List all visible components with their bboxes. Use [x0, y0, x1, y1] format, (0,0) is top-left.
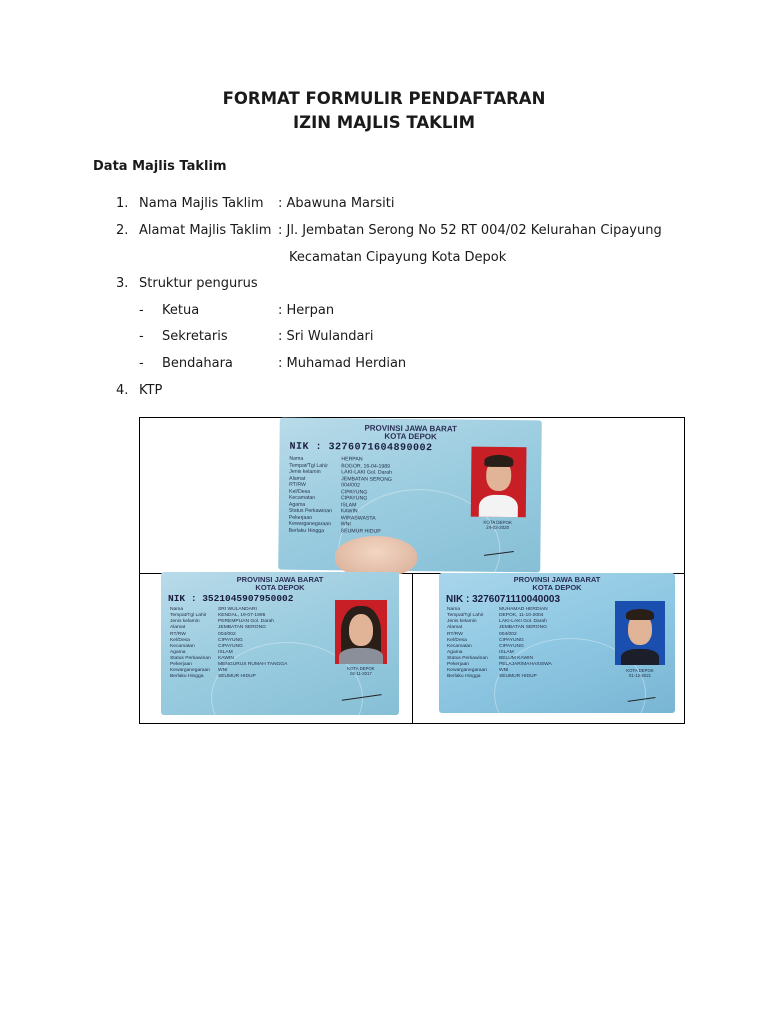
field-value: LAKI-LAKI Gol. Darah	[499, 619, 547, 625]
field-value: ISLAM	[499, 649, 514, 655]
field-value: CIPAYUNG	[499, 643, 524, 649]
field-key: Kewarganegaraan	[288, 520, 332, 528]
field-key: Nama	[447, 607, 461, 612]
ktp-card-sri-wulandari	[161, 572, 399, 715]
photo-shirt	[621, 649, 659, 665]
list-dash: -	[139, 356, 144, 371]
card-header	[439, 576, 675, 592]
issue-date: 02-11-2017	[350, 671, 372, 676]
field-value: WIRASWASTA	[340, 514, 376, 522]
issue-date: 24-03-2020	[486, 524, 510, 531]
nik-value: : 3276071110040003	[466, 594, 561, 605]
nik-value: : 3521045907950002	[190, 593, 294, 604]
item-label: Nama Majlis Taklim	[139, 196, 264, 211]
item-value: : Abawuna Marsiti	[278, 196, 395, 211]
field-value: DEPOK, 11-10-2004	[499, 613, 544, 619]
photo-face	[349, 614, 373, 646]
photo-hair	[484, 455, 513, 467]
field-value: KAWIN	[340, 508, 358, 515]
field-value: HERPAN	[341, 456, 363, 463]
card-field	[289, 527, 392, 535]
document-title-line-1: FORMAT FORMULIR PENDAFTARAN	[222, 89, 546, 108]
card-city: KOTA DEPOK	[532, 582, 582, 592]
field-value: MUHAMAD HERDIAN	[499, 607, 548, 612]
issue-city: KOTA DEPOK	[483, 519, 513, 526]
field-key: Jenis kelamin	[447, 619, 477, 625]
field-value: BELUM KAWIN	[499, 656, 534, 661]
card-province: PROVINSI JAWA BARAT	[236, 575, 324, 584]
field-value: PEREMPUAN Gol. Darah	[218, 619, 274, 625]
field-value: SEUMUR HIDUP	[218, 674, 256, 680]
card-province: PROVINSI JAWA BARAT	[513, 575, 601, 584]
field-value: 004/002	[218, 631, 236, 637]
field-value: KAWIN	[218, 656, 234, 661]
item-number: 1.	[116, 196, 129, 211]
finger-holding-card	[335, 536, 417, 576]
field-key: Jenis kelamin	[170, 619, 200, 625]
field-key: Berlaku Hingga	[447, 674, 481, 680]
field-value: WNI	[218, 668, 228, 674]
field-key: Kel/Desa	[447, 637, 467, 643]
field-key: Pekerjaan	[288, 514, 313, 521]
pengurus-name: : Herpan	[278, 303, 335, 318]
field-key: Kecamatan	[170, 643, 195, 649]
field-value: WNI	[340, 521, 351, 528]
field-value: PELAJAR/MAHASISWA	[499, 662, 552, 668]
field-key: Kecamatan	[447, 643, 472, 649]
section-heading: Data Majlis Taklim	[93, 159, 227, 174]
item-value: : Jl. Jembatan Serong No 52 RT 004/02 Kelurahan Cipayung	[278, 223, 662, 238]
field-value: WNI	[499, 668, 509, 674]
field-key: Status Perkawinan	[170, 656, 211, 661]
card-fields	[170, 607, 287, 681]
field-key: Berlaku Hingga	[288, 527, 325, 534]
card-issue-place	[467, 520, 529, 531]
item-number: 4.	[116, 383, 129, 398]
pengurus-name: : Sri Wulandari	[278, 329, 374, 344]
card-photo	[615, 601, 665, 665]
field-key: Agama	[170, 649, 186, 655]
pengurus-role: Bendahara	[162, 356, 233, 371]
field-key: Nama	[289, 455, 304, 462]
field-key: RT/RW	[170, 631, 186, 637]
item-label: Struktur pengurus	[139, 276, 258, 291]
pengurus-name: : Muhamad Herdian	[278, 356, 407, 371]
field-key: Kecamatan	[288, 494, 316, 502]
field-value: LAKI-LAKI Gol. Darah	[341, 469, 393, 476]
card-province: PROVINSI JAWA BARAT	[364, 423, 457, 434]
card-field	[170, 674, 287, 680]
field-value: JEMBATAN SERONG	[499, 625, 547, 631]
item-label: KTP	[139, 383, 163, 398]
item-value-continued: Kecamatan Cipayung Kota Depok	[289, 250, 507, 265]
field-value: KENDAL, 19-07-1995	[218, 613, 266, 619]
card-city: KOTA DEPOK	[255, 582, 305, 592]
field-key: Alamat	[289, 475, 306, 482]
field-key: Tempat/Tgl Lahir	[170, 613, 207, 619]
field-key: Nama	[170, 607, 184, 612]
field-key: RT/RW	[447, 631, 463, 637]
field-value: CIPAYUNG	[340, 488, 368, 496]
document-title-line-2: IZIN MAJLIS TAKLIM	[292, 113, 475, 132]
field-value: JEMBATAN SERONG	[218, 625, 266, 631]
card-photo	[471, 447, 527, 518]
issue-city: KOTA DEPOK	[347, 666, 375, 671]
field-value: ISLAM	[340, 501, 357, 508]
field-key: Agama	[447, 649, 463, 655]
list-dash: -	[139, 329, 144, 344]
photo-shirt	[479, 495, 518, 517]
item-number: 3.	[116, 276, 129, 291]
card-issue-place	[611, 668, 669, 678]
nik-label: NIK	[446, 594, 464, 605]
field-value: JEMBATAN SERONG	[341, 475, 393, 483]
card-fields	[447, 607, 552, 681]
card-nik	[168, 593, 293, 604]
nik-value: : 3276071604890002	[315, 442, 433, 455]
field-value: SRI WULANDARI	[218, 607, 257, 612]
photo-hair	[626, 609, 654, 620]
field-value: SEUMUR HIDUP	[499, 674, 537, 680]
card-nik	[446, 594, 560, 605]
field-key: Agama	[288, 501, 306, 508]
field-key: Pekerjaan	[170, 662, 193, 668]
nik-label: NIK	[168, 593, 186, 604]
nik-label: NIK	[289, 441, 310, 453]
field-value: CIPAYUNG	[340, 495, 368, 502]
field-key: Tempat/Tgl Lahir	[447, 613, 484, 619]
card-field	[447, 674, 552, 680]
issue-date: 01-12-2021	[629, 673, 651, 678]
ktp-card-muhamad-herdian	[439, 573, 675, 713]
field-key: Berlaku Hingga	[170, 674, 204, 680]
field-key: Pekerjaan	[447, 662, 470, 668]
field-value: CIPAYUNG	[218, 643, 243, 649]
field-value: 004/002	[341, 482, 360, 489]
field-key: Tempat/Tgl Lahir	[289, 462, 328, 469]
pengurus-role: Ketua	[162, 303, 200, 318]
item-label: Alamat Majlis Taklim	[139, 223, 272, 238]
field-value: ISLAM	[218, 649, 233, 655]
card-photo	[335, 600, 387, 664]
field-value: 004/002	[499, 631, 517, 637]
field-key: Kewarganegaraan	[447, 668, 487, 674]
field-key: Status Perkawinan	[447, 656, 488, 661]
issue-city: KOTA DEPOK	[626, 668, 654, 673]
card-city: KOTA DEPOK	[384, 432, 437, 442]
item-number: 2.	[116, 223, 129, 238]
field-key: RT/RW	[289, 481, 306, 488]
field-key: Kel/Desa	[289, 488, 311, 495]
field-key: Kel/Desa	[170, 637, 190, 643]
field-value: CIPAYUNG	[218, 637, 243, 643]
field-key: Alamat	[447, 625, 463, 631]
card-nik	[289, 442, 432, 454]
field-key: Status Perkawinan	[288, 507, 333, 515]
card-header	[280, 424, 542, 444]
field-key: Jenis kelamin	[289, 468, 321, 476]
field-value: CIPAYUNG	[499, 637, 524, 643]
card-header	[161, 576, 399, 592]
card-issue-place	[331, 666, 391, 676]
card-fields	[289, 456, 393, 535]
list-dash: -	[139, 303, 144, 318]
field-key: Kewarganegaraan	[170, 668, 210, 674]
field-key: Alamat	[170, 625, 186, 631]
pengurus-role: Sekretaris	[162, 329, 228, 344]
photo-shirt	[339, 648, 383, 664]
field-value: BOGOR, 16-04-1989	[341, 462, 391, 470]
field-value: SEUMUR HIDUP	[340, 527, 381, 535]
field-value: MENGURUS RUMAH TANGGA	[218, 662, 288, 668]
